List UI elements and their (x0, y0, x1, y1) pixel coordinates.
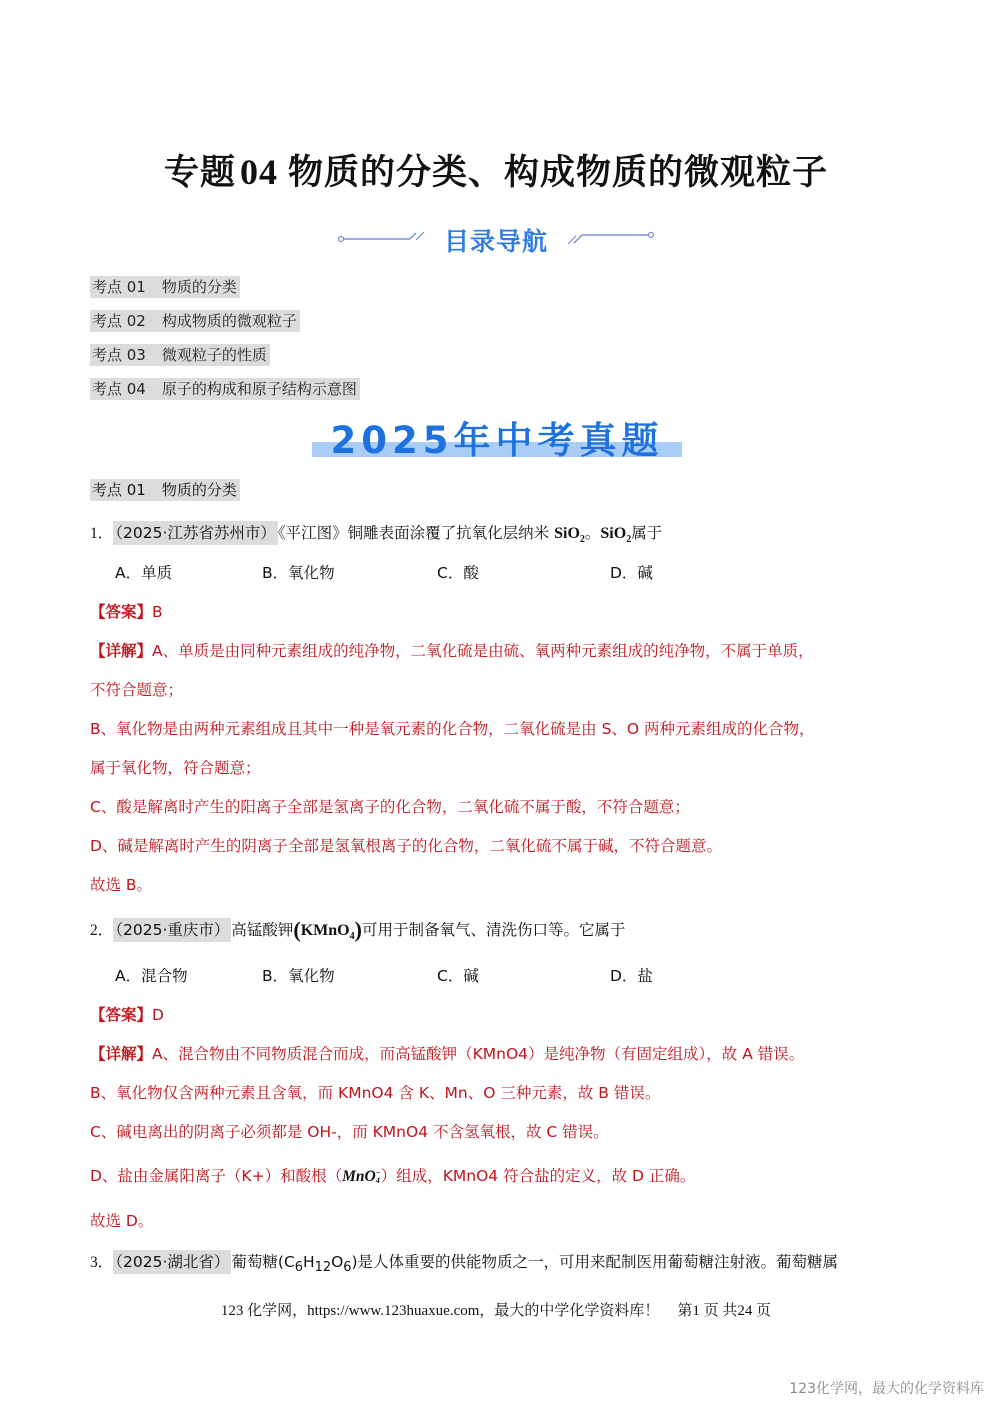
answer-tag: 【答案】 (90, 1006, 153, 1024)
detail-line (90, 1164, 695, 1186)
toc-label: 物质的分类 (161, 278, 237, 296)
stem-text: 可用于制备氧气、清洗伤口等。它属于 (361, 921, 626, 939)
question-1-stem (90, 521, 662, 545)
toc-item[interactable] (90, 276, 240, 298)
stem-text: 《平江图》铜雕表面涂覆了抗氧化层纳米 (277, 524, 550, 542)
option-c: C．碱 (437, 967, 479, 985)
formula (554, 525, 585, 546)
detail-line: 故选 D。 (90, 1212, 154, 1230)
formula-sub: 6 (343, 1260, 352, 1276)
option-d: D．盐 (610, 967, 653, 985)
exam-banner (312, 408, 682, 460)
banner-text: 2025年中考真题 (330, 419, 664, 462)
detail-tag: 【详解】 (90, 642, 153, 660)
toc-item[interactable] (90, 344, 270, 366)
document-title (0, 145, 992, 195)
toc-key: 考点 03 (92, 346, 146, 364)
question-source: （2025·重庆市） (113, 918, 231, 942)
ion-charge: − (375, 1168, 381, 1178)
section-heading (90, 479, 240, 501)
title-text: 物质的分类、构成物质的微观粒子 (288, 153, 829, 193)
watermark: 123化学网，最大的化学资料库 (789, 1381, 984, 1397)
formula-base: O (331, 1253, 344, 1271)
formula (600, 525, 632, 546)
section-key: 考点 01 (92, 481, 146, 499)
formula-base: H (302, 1253, 315, 1271)
question-3-stem (90, 1250, 838, 1275)
detail-line: 故选 B。 (90, 876, 153, 894)
stem-text: 高锰酸钾 (231, 921, 294, 939)
detail-line: C、碱电离出的阴离子必须都是 OH-，而 KMnO4 不含氢氧根，故 C 错误。 (90, 1123, 609, 1141)
toc-item[interactable] (90, 378, 360, 400)
formula-sub: 2 (579, 534, 585, 546)
footer-site: 123 化学网，https://www.123huaxue.com，最大的中学化学资料库！ (220, 1303, 660, 1319)
question-number: 2． (90, 922, 114, 939)
paren-left: ( (293, 917, 301, 942)
formula-base: KMnO (300, 922, 350, 939)
answer-value: B (152, 603, 163, 621)
detail-line: B、氧化物仅含两种元素且含氧，而 KMnO4 含 K、Mn、O 三种元素，故 B 错误。 (90, 1084, 661, 1102)
stem-text: 属于 (631, 524, 663, 542)
toc-key: 考点 02 (92, 312, 146, 330)
toc-label: 微观粒子的性质 (161, 346, 267, 364)
formula-sub: 12 (314, 1260, 332, 1276)
page-footer (0, 1299, 992, 1320)
answer-value: D (152, 1006, 164, 1024)
option-b: B．氧化物 (262, 967, 335, 985)
formula-sub: 2 (626, 534, 632, 546)
formula-base: SiO (600, 525, 627, 542)
formula-sub: 6 (294, 1260, 303, 1276)
paren-right: ) (354, 917, 362, 942)
detail-line: D、碱是解离时产生的阴离子全部是氢氧根离子的化合物，二氧化硫不属于碱，不符合题意。 (90, 837, 722, 855)
detail-line: 属于氧化物，符合题意； (90, 759, 261, 777)
stem-text: 葡萄糖(C (231, 1253, 295, 1271)
option-a: A．单质 (115, 564, 173, 582)
detail-tag: 【详解】 (90, 1045, 153, 1063)
detail-text: D、盐由金属阳离子（K+）和酸根（ (90, 1167, 343, 1185)
stem-text: 。 (584, 524, 601, 542)
question-source: （2025·江苏省苏州市） (113, 521, 278, 545)
option-d: D．碱 (610, 564, 653, 582)
toc-key: 考点 01 (92, 278, 146, 296)
question-2-stem (90, 917, 625, 943)
formula-sub: 4 (349, 931, 355, 943)
page-number: 第1 页 共24 页 (677, 1303, 772, 1319)
title-prefix: 专题 (163, 153, 236, 193)
toc-label: 构成物质的微观粒子 (161, 312, 297, 330)
detail-text: A、混合物由不同物质混合而成，而高锰酸钾（KMnO4）是纯净物（有固定组成），故 A 错误。 (152, 1045, 805, 1063)
title-number: 04 (240, 152, 278, 192)
ion-base: MnO (342, 1168, 376, 1185)
toc-heading (336, 222, 656, 256)
detail-text: ）组成，KMnO4 符合盐的定义，故 D 正确。 (380, 1167, 696, 1185)
detail-line (90, 1042, 804, 1064)
detail-line (90, 639, 814, 661)
detail-line: B、氧化物是由两种元素组成且其中一种是氧元素的化合物，二氧化硫是由 S、O 两种元素组成的化合物， (90, 720, 815, 738)
answer-tag: 【答案】 (90, 603, 153, 621)
answer-line (90, 600, 163, 622)
option-a: A．混合物 (115, 967, 188, 985)
detail-text: A、单质是由同种元素组成的纯净物，二氧化硫是由硫、氧两种元素组成的纯净物，不属于单质， (152, 642, 814, 660)
option-c: C．酸 (437, 564, 479, 582)
ion-sub: 4 (375, 1176, 380, 1186)
toc-label: 原子的构成和原子结构示意图 (161, 380, 357, 398)
detail-line: 不符合题意； (90, 681, 184, 699)
question-number: 1． (90, 525, 114, 542)
answer-line (90, 1003, 164, 1025)
ion-formula (342, 1168, 381, 1185)
question-number: 3． (90, 1254, 114, 1271)
nav-heading-text: 目录导航 (443, 227, 548, 256)
section-label: 物质的分类 (161, 481, 237, 499)
question-source: （2025·湖北省） (113, 1250, 231, 1274)
stem-text: )是人体重要的供能物质之一，可用来配制医用葡萄糖注射液。葡萄糖属 (351, 1253, 839, 1271)
formula-base: SiO (554, 525, 580, 542)
toc-key: 考点 04 (92, 380, 146, 398)
detail-line: C、酸是解离时产生的阳离子全部是氢离子的化合物，二氧化硫不属于酸，不符合题意； (90, 798, 690, 816)
formula (300, 922, 355, 943)
toc-item[interactable] (90, 310, 300, 332)
option-b: B．氧化物 (262, 564, 335, 582)
